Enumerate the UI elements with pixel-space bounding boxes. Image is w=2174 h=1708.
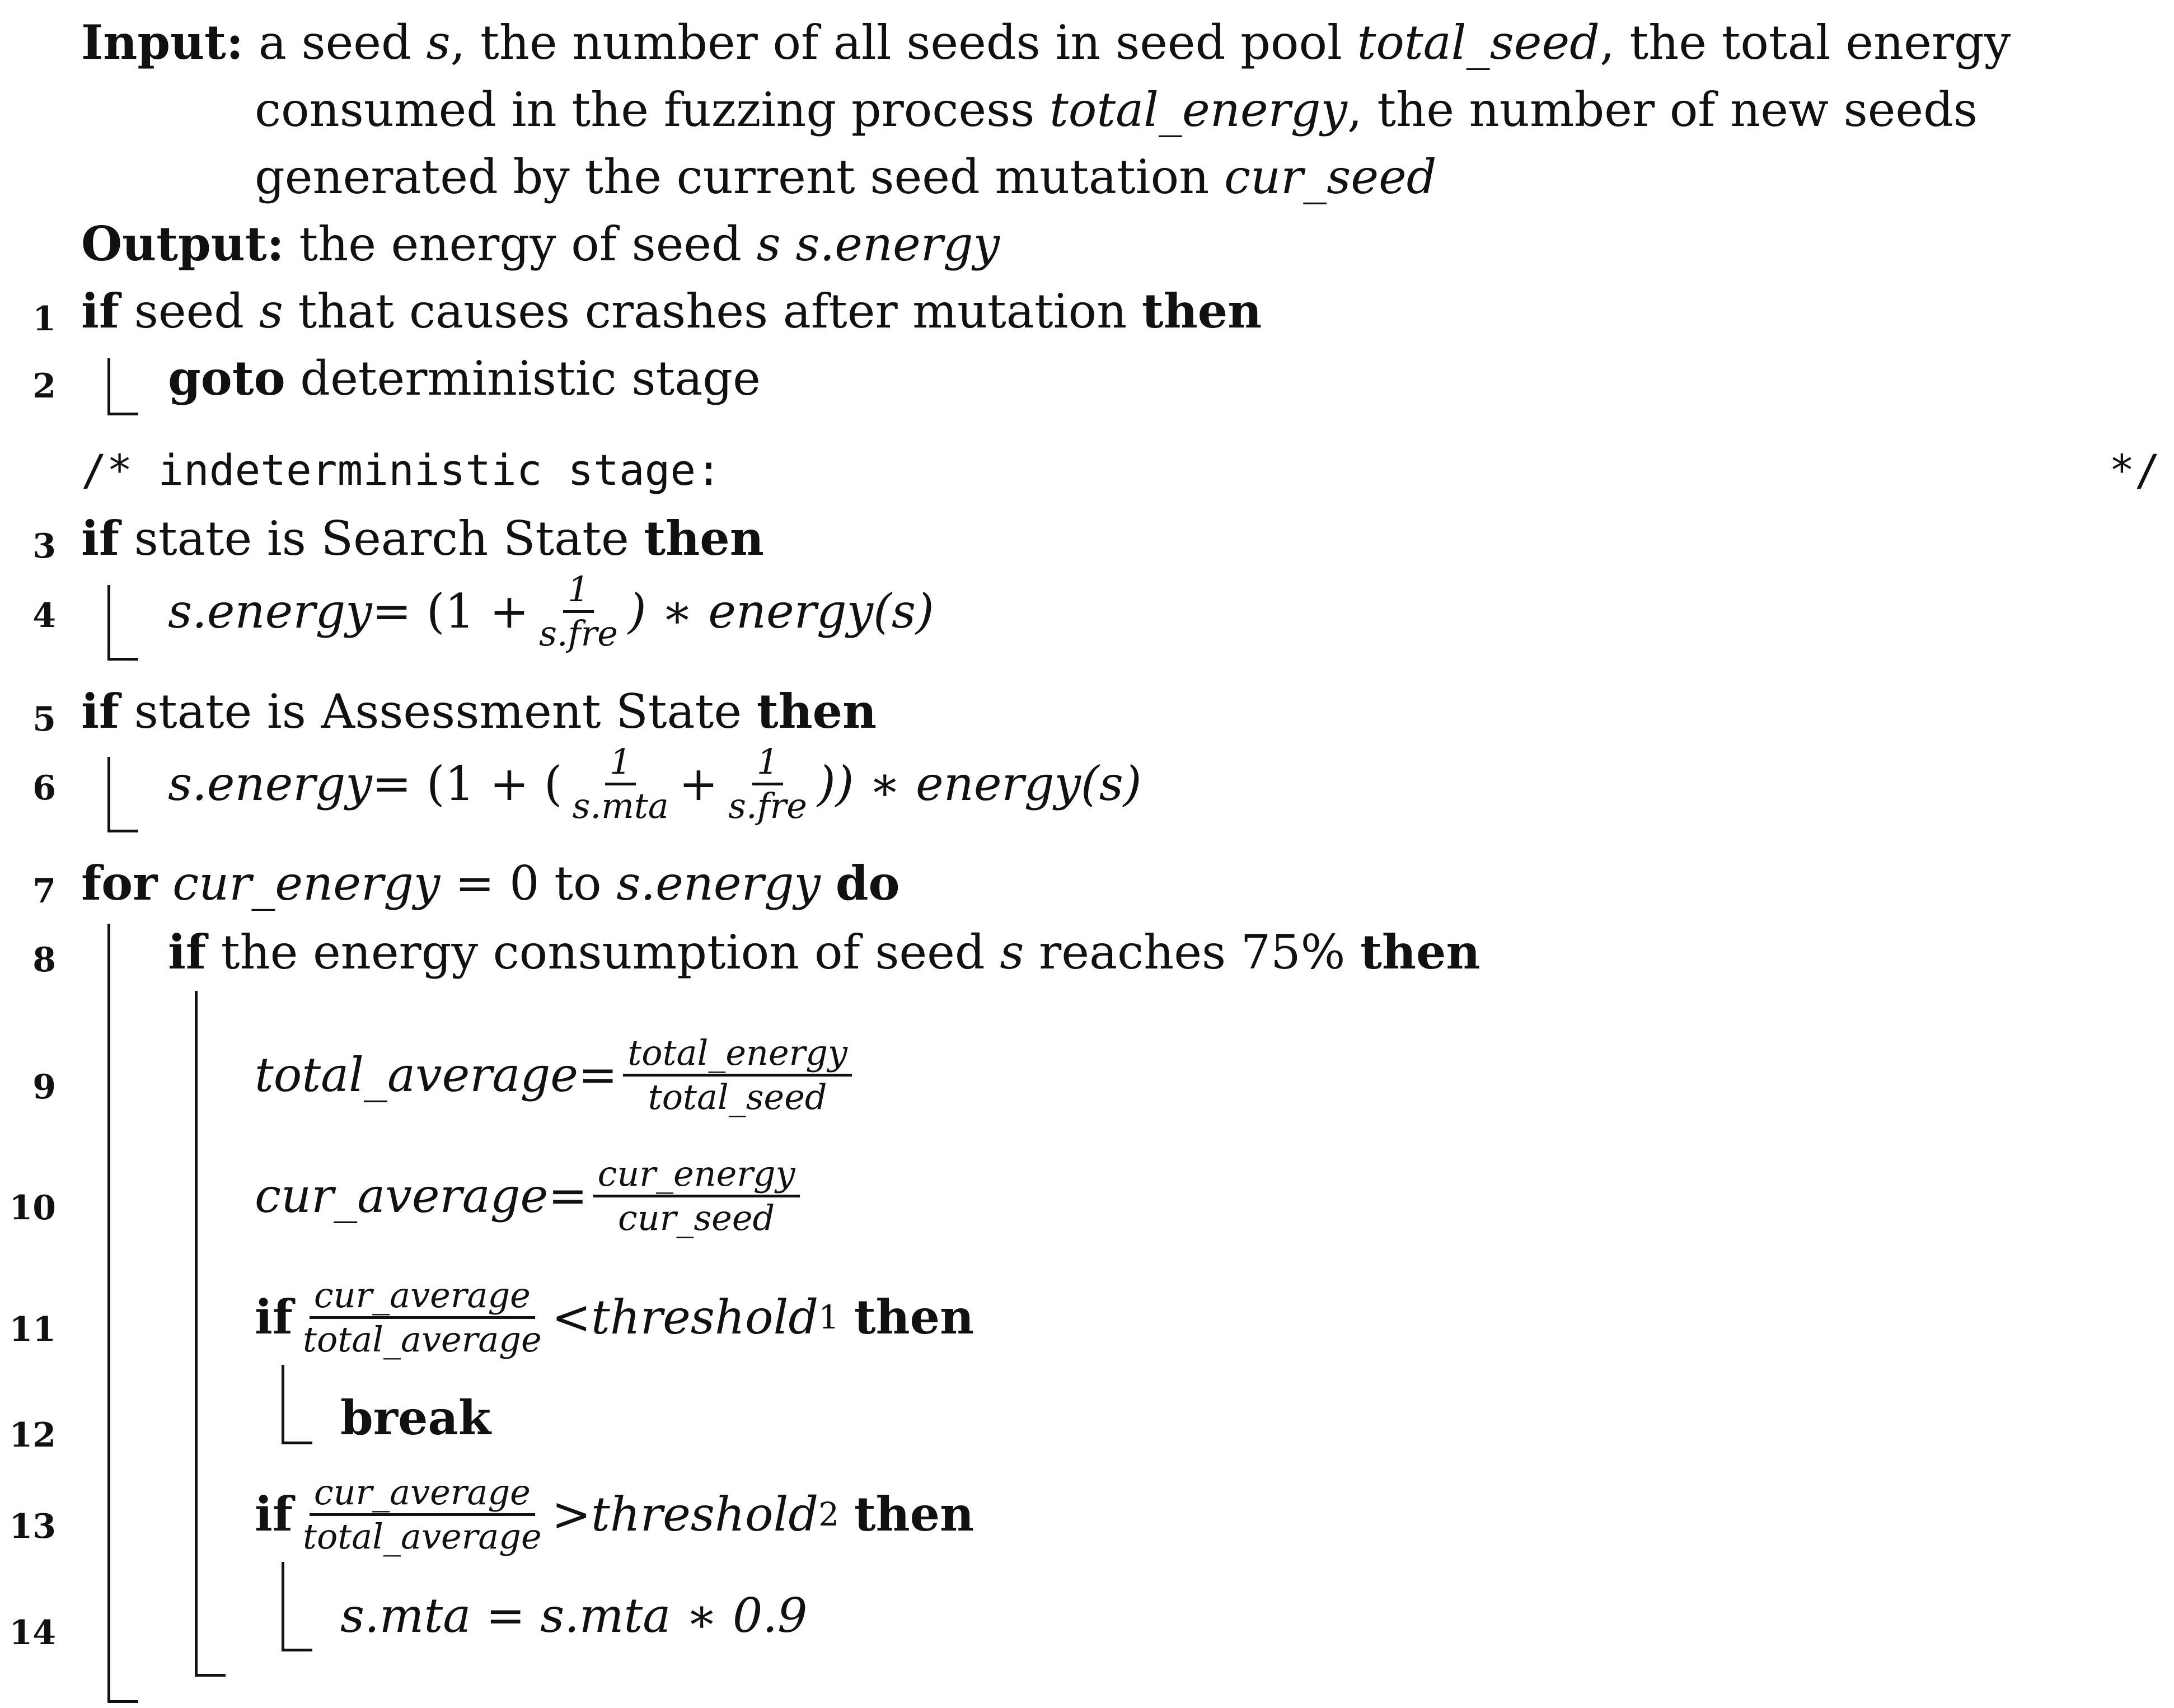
line-number-4: 4 <box>32 596 56 635</box>
input-var-total-seed: total_seed <box>1357 15 1600 70</box>
code-line-1 <box>81 283 1262 339</box>
comment-close: */ <box>2109 445 2161 495</box>
l6-plus: + <box>678 756 719 811</box>
l6-rhs: )) ∗ energy(s) <box>817 756 1142 811</box>
input-line-1 <box>81 15 2011 70</box>
line-number-10: 10 <box>9 1188 56 1228</box>
output-line <box>81 216 1000 272</box>
l3-text: state is Search State <box>119 511 644 566</box>
l11-fraction <box>298 1274 546 1360</box>
line-number-8: 8 <box>32 940 56 980</box>
l9-eq: = <box>578 1047 618 1102</box>
line-number-14: 14 <box>9 1613 56 1653</box>
code-line-13: if $\frac{\text{cur\_average}}{\text{total\_average}}$ > threshold 2 then <box>255 1471 974 1557</box>
output-text: the energy of seed <box>284 217 757 272</box>
l8-var-s: s <box>1000 925 1024 980</box>
code-line-11: if $\frac{\text{cur\_average}}{\text{total\_average}}$ < threshold 1 then <box>255 1274 974 1360</box>
code-line-10 <box>255 1148 805 1243</box>
kw-break: break <box>340 1390 491 1445</box>
input-line-2 <box>255 82 1978 137</box>
input-label: Input: <box>81 15 243 70</box>
l4-num: 1 <box>563 571 594 613</box>
input-text-a: a seed <box>258 15 427 70</box>
input-text-f: generated by the current seed mutation <box>255 149 1224 204</box>
kw-if: if <box>81 283 120 339</box>
if-block-rule <box>195 991 198 1677</box>
l4-fraction <box>535 568 622 654</box>
block-rule <box>107 585 110 661</box>
l13-num: cur_average <box>310 1474 535 1516</box>
l13-op: > <box>551 1487 592 1542</box>
kw-if: if <box>255 1289 293 1345</box>
l13-den: total_average <box>303 1515 542 1557</box>
input-line-3 <box>255 149 1437 204</box>
l7-to-val: s.energy <box>601 856 836 911</box>
kw-if: if <box>81 511 120 566</box>
l4-mid: = (1 + <box>372 584 530 639</box>
l13-threshold: threshold <box>591 1487 819 1542</box>
kw-if: if <box>255 1486 293 1542</box>
comment-open: /* indeterministic stage: <box>81 445 721 495</box>
output-label: Output: <box>81 216 284 272</box>
l11-threshold: threshold <box>591 1290 819 1345</box>
kw-then: then <box>1360 924 1480 980</box>
line-number-6: 6 <box>32 769 56 808</box>
l10-fraction <box>593 1155 800 1236</box>
for-block-rule <box>107 924 110 1703</box>
code-line-6 <box>168 742 1142 826</box>
line-number-9: 9 <box>32 1068 56 1107</box>
l4-lhs: s.energy <box>168 584 372 639</box>
code-line-3 <box>81 511 764 566</box>
line-number-12: 12 <box>9 1416 56 1455</box>
line-number-2: 2 <box>32 367 56 406</box>
block-rule-end <box>282 1442 312 1444</box>
kw-then: then <box>1141 283 1262 339</box>
kw-then: then <box>854 1289 974 1345</box>
line-number-7: 7 <box>32 872 56 911</box>
line-number-13: 13 <box>9 1507 56 1546</box>
kw-if: if <box>81 684 120 739</box>
l9-den: total_seed <box>648 1076 827 1117</box>
l2-text: deterministic stage <box>285 351 761 406</box>
code-line-8 <box>168 924 1480 980</box>
block-rule <box>282 1365 284 1444</box>
if-block-rule-end <box>195 1674 226 1677</box>
l9-num: total_energy <box>623 1035 852 1077</box>
input-var-s: s <box>426 15 451 70</box>
kw-for: for <box>81 855 158 911</box>
l4-den: s.fre <box>539 612 618 654</box>
l11-op: < <box>551 1290 592 1345</box>
l10-den: cur_seed <box>618 1197 775 1238</box>
l6-num-1: 1 <box>605 743 636 785</box>
line-number-5: 5 <box>32 700 56 739</box>
l5-text: state is Assessment State <box>119 684 757 739</box>
l6-num-2: 1 <box>752 743 783 785</box>
input-text-d: consumed in the fuzzing process <box>255 82 1050 137</box>
kw-then: then <box>756 684 877 739</box>
block-rule <box>107 757 110 832</box>
l11-den: total_average <box>303 1318 542 1360</box>
kw-do: do <box>835 855 900 911</box>
input-text-e: , the number of new seeds <box>1347 82 1978 137</box>
for-block-rule-end <box>107 1700 138 1703</box>
line-number-3: 3 <box>32 527 56 566</box>
block-rule-end <box>107 830 138 832</box>
l6-den-1: s.mta <box>572 785 669 826</box>
line-number-1: 1 <box>32 300 56 339</box>
l8-text-b: reaches 75% <box>1024 925 1361 980</box>
l1-var-s: s <box>259 284 283 339</box>
l8-text-a: the energy consumption of seed <box>206 925 1000 980</box>
code-line-5 <box>81 684 877 739</box>
kw-then: then <box>644 511 764 566</box>
l6-mid: = (1 + ( <box>372 756 563 811</box>
code-line-14: s.mta = s.mta ∗ 0.9 <box>340 1588 808 1643</box>
block-rule-end <box>107 658 138 661</box>
input-var-total-energy: total_energy <box>1049 82 1347 137</box>
l11-num: cur_average <box>310 1277 535 1319</box>
code-line-12 <box>340 1390 491 1445</box>
line-number-11: 11 <box>9 1310 56 1349</box>
code-line-9 <box>255 1027 858 1122</box>
code-line-2 <box>168 350 761 406</box>
l6-fraction-2 <box>724 743 812 824</box>
l13-fraction <box>298 1471 546 1557</box>
l9-fraction <box>623 1032 852 1117</box>
kw-to: to <box>554 856 602 911</box>
block-rule <box>282 1562 284 1651</box>
input-text-c: , the total energy <box>1599 15 2011 70</box>
output-var: s s.energy <box>756 217 1000 272</box>
l10-lhs: cur_average <box>255 1168 549 1223</box>
kw-then: then <box>854 1486 974 1542</box>
l1-text-b: that causes crashes after mutation <box>283 284 1142 339</box>
l9-lhs: total_average <box>255 1047 578 1102</box>
kw-goto: goto <box>168 350 285 406</box>
l10-num: cur_energy <box>593 1155 800 1197</box>
l6-den-2: s.fre <box>728 785 807 826</box>
code-line-7 <box>81 855 900 911</box>
kw-if: if <box>168 924 207 980</box>
block-rule-end <box>107 413 138 415</box>
block-rule-end <box>282 1649 312 1651</box>
code-line-4 <box>168 569 934 653</box>
l7-eq: = 0 <box>440 856 555 911</box>
input-var-cur-seed: cur_seed <box>1224 149 1437 204</box>
l10-eq: = <box>548 1168 588 1223</box>
l1-text-a: seed <box>119 284 259 339</box>
l6-fraction-1 <box>568 743 673 824</box>
block-rule <box>107 358 110 415</box>
l7-var: cur_energy <box>172 856 441 911</box>
l6-lhs: s.energy <box>168 756 372 811</box>
l4-rhs: ) ∗ energy(s) <box>627 584 934 639</box>
input-text-b: , the number of all seeds in seed pool <box>450 15 1357 70</box>
